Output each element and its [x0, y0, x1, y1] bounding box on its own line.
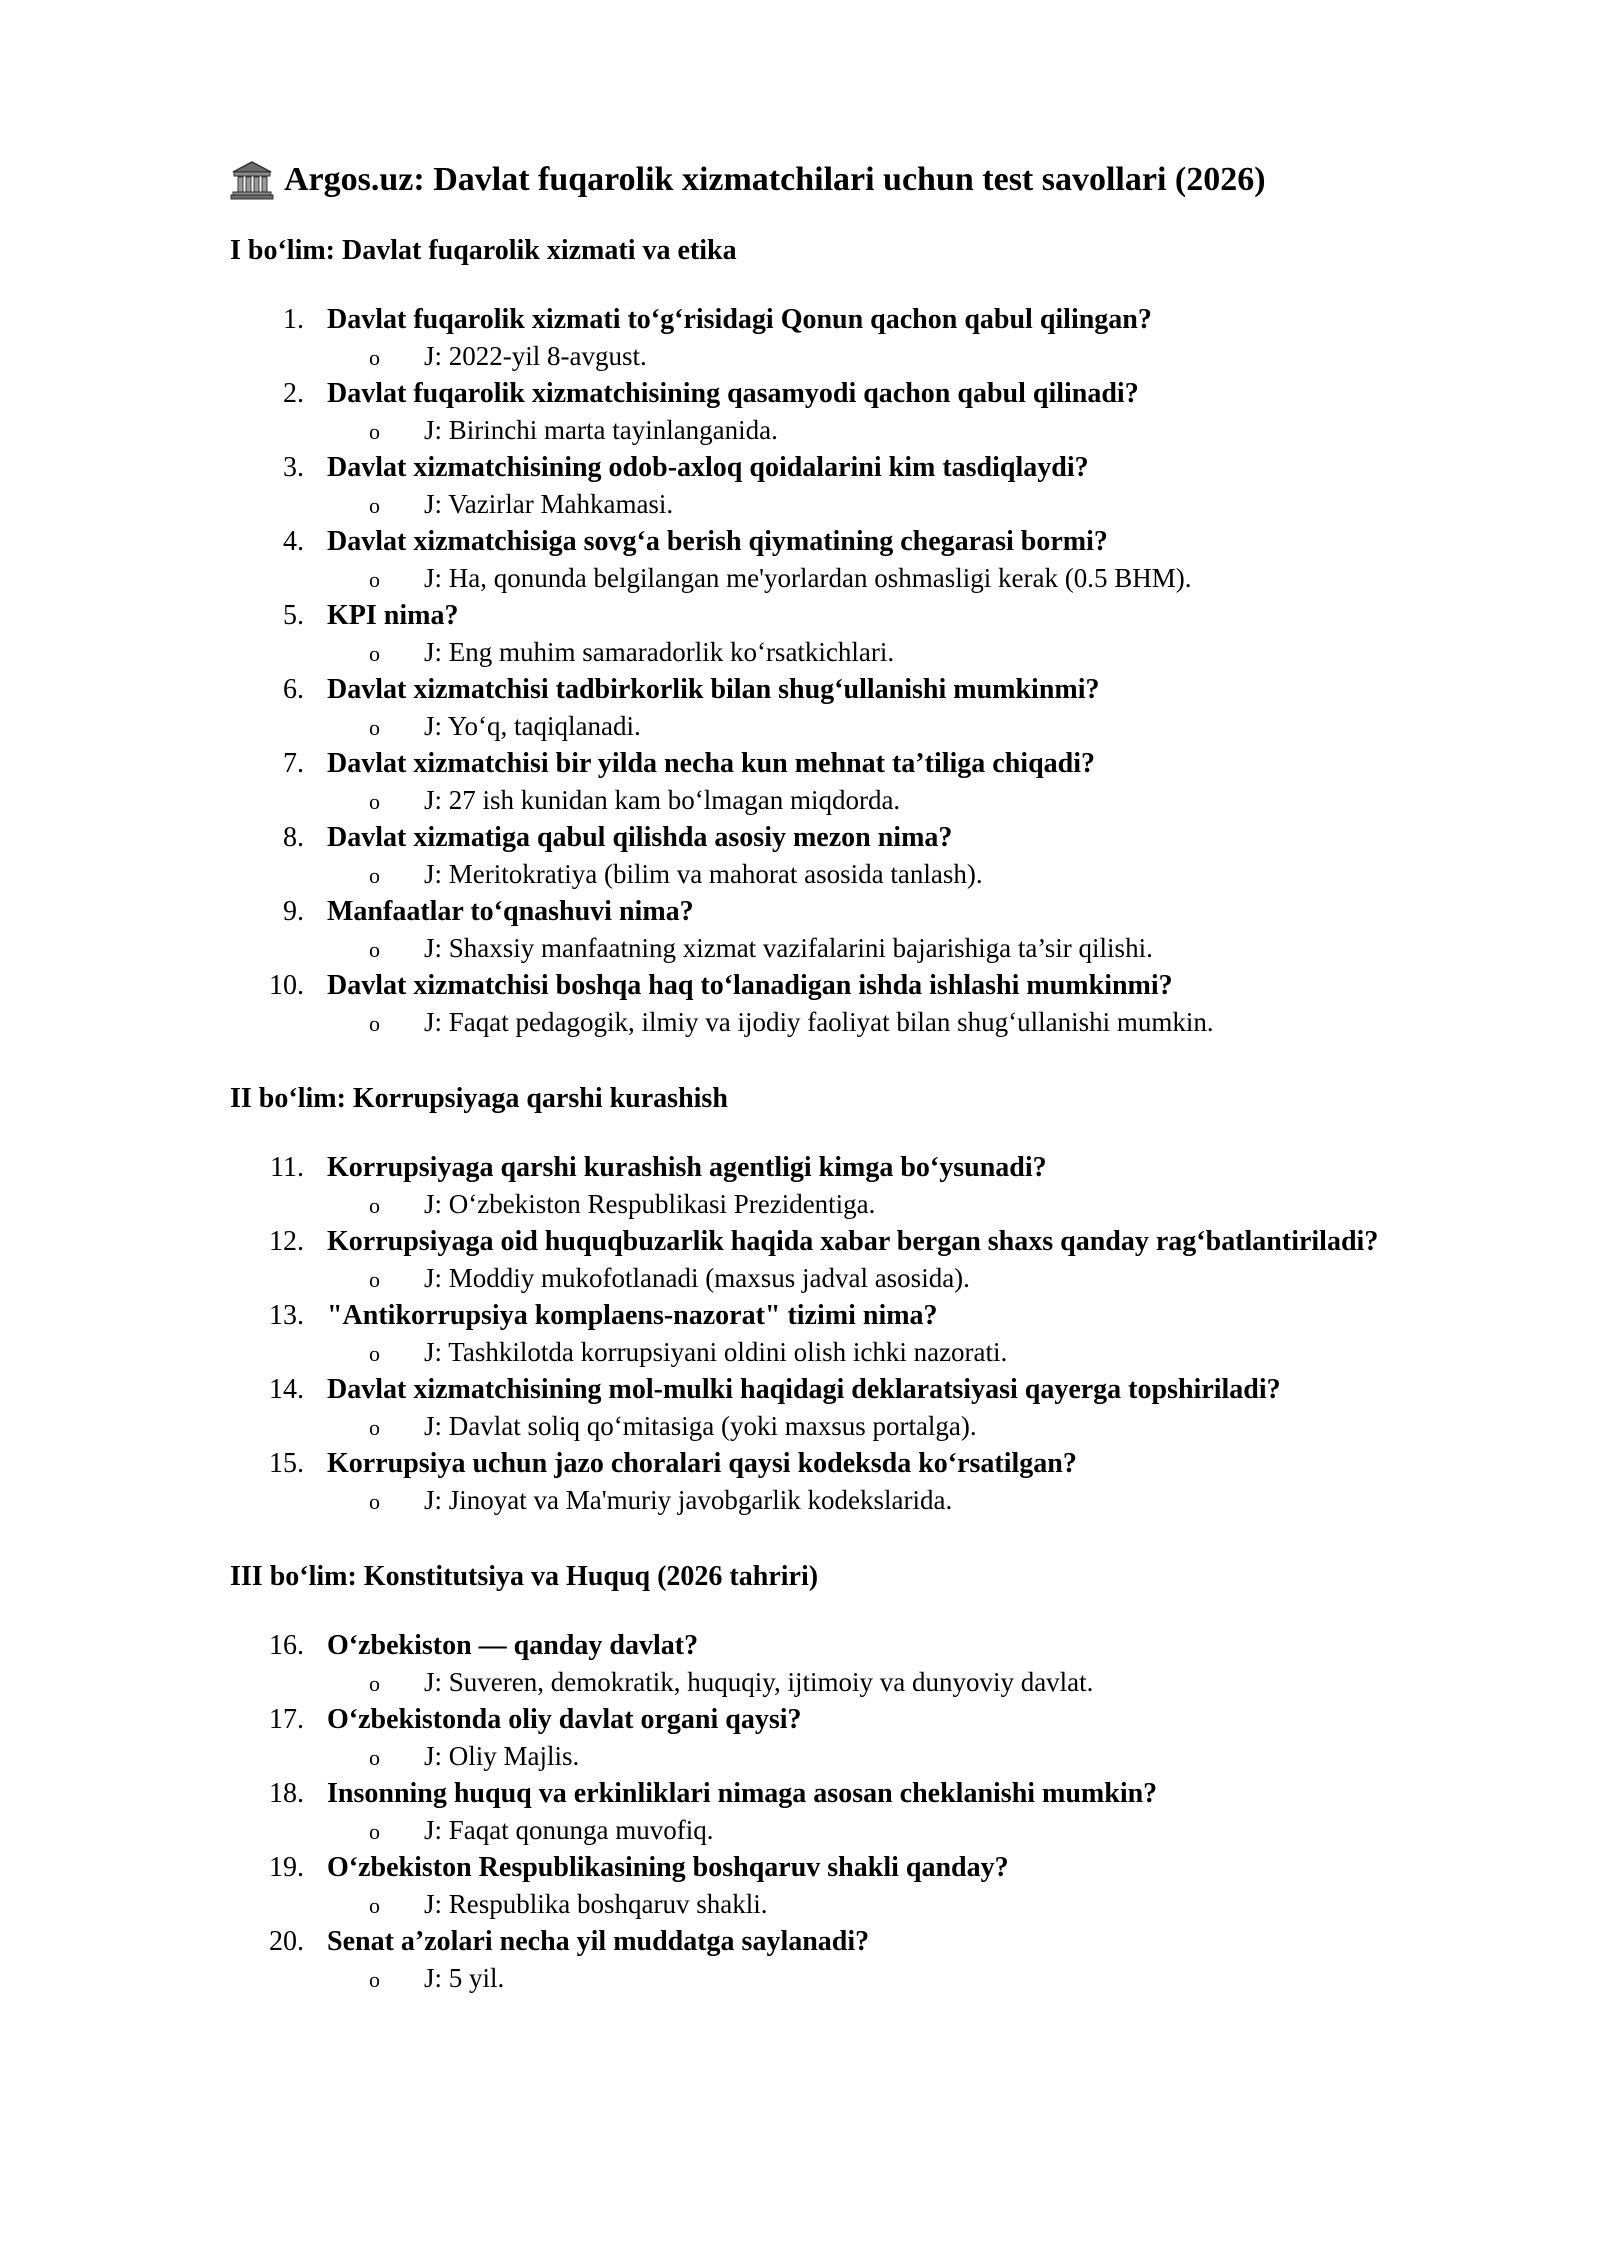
list-item — [230, 375, 1510, 449]
answer-row — [327, 412, 1510, 449]
question-text: Korrupsiya uchun jazo choralari qaysi kodeksda ko‘rsatilgan? — [327, 1448, 1077, 1479]
section-heading: III bo‘lim: Konstitutsiya va Huquq (2026 tahriri) — [230, 1561, 819, 1592]
question-number: 9. — [283, 896, 304, 927]
list-item — [230, 1223, 1510, 1297]
question-text: Davlat xizmatiga qabul qilishda asosiy mezon nima? — [327, 822, 953, 853]
question-number: 17. — [269, 1704, 304, 1735]
question-number: 14. — [269, 1374, 304, 1405]
question-number: 15. — [269, 1448, 304, 1479]
answer-text: J: Oliy Majlis. — [424, 1741, 580, 1771]
answer-text: J: Birinchi marta tayinlanganida. — [424, 415, 778, 445]
question-number: 4. — [283, 526, 304, 557]
list-item — [230, 1445, 1510, 1519]
answer-row — [327, 930, 1510, 967]
hollow-bullet-icon: o — [369, 345, 380, 370]
answer-text: J: Respublika boshqaruv shakli. — [424, 1889, 768, 1919]
answer-text: J: 2022-yil 8-avgust. — [424, 341, 647, 371]
question-text: Senat a’zolari necha yil muddatga saylanadi? — [327, 1926, 870, 1957]
list-item — [230, 819, 1510, 893]
answer-text: J: 27 ish kunidan kam bo‘lmagan miqdorda. — [424, 785, 901, 815]
hollow-bullet-icon: o — [369, 1341, 380, 1366]
question-text: Davlat xizmatchisining mol-mulki haqidagi deklaratsiyasi qayerga topshiriladi? — [327, 1374, 1281, 1405]
question-text: Manfaatlar to‘qnashuvi nima? — [327, 896, 694, 927]
question-text: Davlat xizmatchisi tadbirkorlik bilan shug‘ullanishi mumkinmi? — [327, 674, 1100, 705]
hollow-bullet-icon: o — [369, 641, 380, 666]
answer-text: J: Faqat pedagogik, ilmiy va ijodiy faoliyat bilan shug‘ullanishi mumkin. — [424, 1007, 1214, 1037]
answer-row — [327, 1186, 1510, 1223]
question-text: O‘zbekiston Respublikasining boshqaruv shakli qanday? — [327, 1852, 1009, 1883]
answer-row — [327, 708, 1510, 745]
list-item — [230, 671, 1510, 745]
list-item — [230, 1775, 1510, 1849]
question-number: 1. — [283, 304, 304, 335]
question-number: 8. — [283, 822, 304, 853]
hollow-bullet-icon: o — [369, 419, 380, 444]
list-item — [230, 1701, 1510, 1775]
question-number: 7. — [283, 748, 304, 779]
question-text: KPI nima? — [327, 600, 459, 631]
question-text: Davlat fuqarolik xizmatchisining qasamyodi qachon qabul qilinadi? — [327, 378, 1139, 409]
question-number: 11. — [270, 1152, 304, 1183]
question-number: 19. — [269, 1852, 304, 1883]
question-number: 3. — [283, 452, 304, 483]
answer-text: J: Moddiy mukofotlanadi (maxsus jadval asosida). — [424, 1263, 970, 1293]
answer-text: J: Vazirlar Mahkamasi. — [424, 489, 674, 519]
answer-row — [327, 1960, 1510, 1997]
list-item — [230, 893, 1510, 967]
hollow-bullet-icon: o — [369, 1011, 380, 1036]
answer-text: J: Eng muhim samaradorlik ko‘rsatkichlari. — [424, 637, 895, 667]
hollow-bullet-icon: o — [369, 1671, 380, 1696]
hollow-bullet-icon: o — [369, 1967, 380, 1992]
answer-text: J: 5 yil. — [424, 1963, 505, 1993]
list-item — [230, 1627, 1510, 1701]
answer-text: J: Tashkilotda korrupsiyani oldini olish ichki nazorati. — [424, 1337, 1008, 1367]
question-list — [230, 301, 1510, 1041]
list-item — [230, 597, 1510, 671]
list-item — [230, 1849, 1510, 1923]
list-item — [230, 301, 1510, 375]
answer-row — [327, 1004, 1510, 1041]
document-title — [230, 155, 1510, 205]
question-number: 13. — [269, 1300, 304, 1331]
question-text: Davlat xizmatchisi boshqa haq to‘lanadigan ishda ishlashi mumkinmi? — [327, 970, 1173, 1001]
answer-row — [327, 1260, 1510, 1297]
answer-text: J: Jinoyat va Ma'muriy javobgarlik kodekslarida. — [424, 1485, 953, 1515]
question-list — [230, 1627, 1510, 1997]
question-text: "Antikorrupsiya komplaens-nazorat" tizimi nima? — [327, 1300, 938, 1331]
list-item — [230, 449, 1510, 523]
question-text: Davlat xizmatchisi bir yilda necha kun mehnat ta’tiliga chiqadi? — [327, 748, 1095, 779]
hollow-bullet-icon: o — [369, 567, 380, 592]
answer-text: J: Davlat soliq qo‘mitasiga (yoki maxsus portalga). — [424, 1411, 977, 1441]
answer-text: J: Faqat qonunga muvofiq. — [424, 1815, 714, 1845]
list-item — [230, 523, 1510, 597]
hollow-bullet-icon: o — [369, 1893, 380, 1918]
list-item — [230, 1371, 1510, 1445]
answer-row — [327, 856, 1510, 893]
question-text: Insonning huquq va erkinliklari nimaga asosan cheklanishi mumkin? — [327, 1778, 1158, 1809]
answer-row — [327, 1886, 1510, 1923]
question-number: 6. — [283, 674, 304, 705]
section-heading: II bo‘lim: Korrupsiyaga qarshi kurashish — [230, 1083, 728, 1114]
question-text: Davlat xizmatchisining odob-axloq qoidalarini kim tasdiqlaydi? — [327, 452, 1089, 483]
answer-row — [327, 1812, 1510, 1849]
answer-text: J: O‘zbekiston Respublikasi Prezidentiga. — [424, 1189, 876, 1219]
question-text: O‘zbekistonda oliy davlat organi qaysi? — [327, 1704, 802, 1735]
question-number: 16. — [269, 1630, 304, 1661]
question-text: Korrupsiyaga oid huquqbuzarlik haqida xabar bergan shaxs qanday rag‘batlantiriladi? — [327, 1226, 1379, 1257]
question-number: 5. — [283, 600, 304, 631]
list-item — [230, 1297, 1510, 1371]
answer-row — [327, 486, 1510, 523]
answer-text: J: Suveren, demokratik, huquqiy, ijtimoiy va dunyoviy davlat. — [424, 1667, 1094, 1697]
answer-text: J: Meritokratiya (bilim va mahorat asosida tanlash). — [424, 859, 983, 889]
answer-row — [327, 634, 1510, 671]
answer-row — [327, 782, 1510, 819]
answer-row — [327, 560, 1510, 597]
question-number: 12. — [269, 1226, 304, 1257]
answer-row — [327, 1408, 1510, 1445]
answer-row — [327, 1664, 1510, 1701]
hollow-bullet-icon: o — [369, 1193, 380, 1218]
question-text: Korrupsiyaga qarshi kurashish agentligi kimga bo‘ysunadi? — [327, 1152, 1047, 1183]
answer-text: J: Ha, qonunda belgilangan me'yorlardan oshmasligi kerak (0.5 BHM). — [424, 563, 1192, 593]
section-heading: I bo‘lim: Davlat fuqarolik xizmati va etika — [230, 235, 737, 266]
question-number: 18. — [269, 1778, 304, 1809]
hollow-bullet-icon: o — [369, 1745, 380, 1770]
question-text: O‘zbekiston — qanday davlat? — [327, 1630, 699, 1661]
question-text: Davlat xizmatchisiga sovg‘a berish qiymatining chegarasi bormi? — [327, 526, 1108, 557]
hollow-bullet-icon: o — [369, 715, 380, 740]
question-number: 10. — [269, 970, 304, 1001]
answer-row — [327, 1738, 1510, 1775]
answer-row — [327, 1334, 1510, 1371]
list-item — [230, 1923, 1510, 1997]
answer-row — [327, 338, 1510, 375]
list-item — [230, 1149, 1510, 1223]
hollow-bullet-icon: o — [369, 863, 380, 888]
document-title-text: Argos.uz: Davlat fuqarolik xizmatchilari uchun test savollari (2026) — [284, 161, 1266, 198]
question-number: 20. — [269, 1926, 304, 1957]
list-item — [230, 967, 1510, 1041]
sections-container — [230, 231, 1510, 1997]
hollow-bullet-icon: o — [369, 937, 380, 962]
hollow-bullet-icon: o — [369, 493, 380, 518]
hollow-bullet-icon: o — [369, 1489, 380, 1514]
question-text: Davlat fuqarolik xizmati to‘g‘risidagi Qonun qachon qabul qilingan? — [327, 304, 1152, 335]
hollow-bullet-icon: o — [369, 789, 380, 814]
answer-text: J: Shaxsiy manfaatning xizmat vazifalarini bajarishiga ta’sir qilishi. — [424, 933, 1153, 963]
hollow-bullet-icon: o — [369, 1415, 380, 1440]
question-number: 2. — [283, 378, 304, 409]
answer-text: J: Yo‘q, taqiqlanadi. — [424, 711, 641, 741]
answer-row — [327, 1482, 1510, 1519]
list-item — [230, 745, 1510, 819]
hollow-bullet-icon: o — [369, 1267, 380, 1292]
question-list — [230, 1149, 1510, 1519]
bank-building-icon — [230, 160, 274, 200]
document-page — [230, 155, 1510, 2035]
hollow-bullet-icon: o — [369, 1819, 380, 1844]
